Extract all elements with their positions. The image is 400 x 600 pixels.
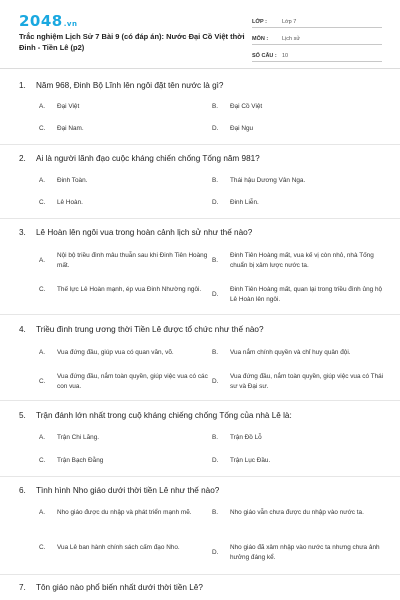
option-1a[interactable]: A. Đại Việt: [39, 103, 80, 110]
option-3a[interactable]: A. Nội bộ triều đình mâu thuẫn sau khi Đinh Tiên Hoàng mất.: [39, 252, 208, 269]
meta-label: SỐ CÂU :: [252, 53, 277, 59]
question-2: [19, 154, 385, 166]
question-text: 4. Triều đình trung ương thời Tiền Lê được tổ chức như thế nào?: [19, 325, 264, 334]
meta-row-class: [252, 14, 382, 28]
separator: [0, 574, 400, 575]
question-4: [19, 325, 385, 337]
question-text: 1. Năm 968, Đinh Bộ Lĩnh lên ngôi đặt tên nước là gì?: [19, 81, 224, 90]
question-5: [19, 411, 385, 423]
page-header: [0, 0, 400, 62]
meta-row-subject: [252, 31, 382, 45]
option-2d[interactable]: D. Đinh Liễn.: [212, 199, 259, 206]
option-5b[interactable]: B. Trận Đồ Lỗ: [212, 434, 262, 441]
option-6b[interactable]: B. Nho giáo vẫn chưa được du nhập vào nước ta.: [212, 509, 364, 516]
question-text: 5. Trận đánh lớn nhất trong cuộ kháng chiếng chống Tống của nhà Lê là:: [19, 411, 292, 420]
option-4d[interactable]: D. Vua đứng đầu, nắm toàn quyền, giúp việc vua có Thái sư và Đại sư.: [212, 373, 384, 390]
option-5c[interactable]: C. Trận Bạch Đằng: [39, 457, 104, 464]
meta-value: Lớp 7: [282, 19, 297, 25]
question-text: 7. Tôn giáo nào phổ biến nhất dưới thời tiền Lê?: [19, 583, 203, 592]
separator: [0, 218, 400, 219]
meta-value: Lịch sử: [282, 36, 301, 42]
option-1d[interactable]: D. Đại Ngu: [212, 125, 254, 132]
option-5d[interactable]: D. Trận Lục Đầu.: [212, 457, 271, 464]
option-1b[interactable]: B. Đại Cồ Việt: [212, 103, 263, 110]
option-3c[interactable]: C. Thế lực Lê Hoàn mạnh, ép vua Đinh Nhường ngôi.: [39, 286, 202, 293]
meta-info: [252, 14, 382, 65]
separator: [0, 400, 400, 401]
separator: [0, 476, 400, 477]
separator: [0, 314, 400, 315]
meta-value: 10: [282, 53, 289, 59]
option-5a[interactable]: A. Trận Chi Lăng.: [39, 434, 100, 441]
question-3: [19, 228, 385, 240]
site-logo[interactable]: 2048.vn: [19, 12, 78, 30]
option-3b[interactable]: B. Đinh Tiên Hoàng mất, vua kế vị còn nhỏ, nhà Tống chuẩn bị xâm lược nước ta.: [212, 252, 374, 269]
meta-row-count: [252, 48, 382, 62]
question-7: [19, 583, 385, 595]
option-2b[interactable]: B. Thái hậu Dương Vân Nga.: [212, 177, 306, 184]
option-2a[interactable]: A. Đinh Toàn.: [39, 177, 88, 184]
meta-label: MÔN :: [252, 36, 269, 42]
separator: [0, 144, 400, 145]
header-divider: [0, 68, 400, 69]
option-6c[interactable]: C. Vua Lê ban hành chính sách cấm đạo Nho.: [39, 544, 180, 551]
option-2c[interactable]: C. Lê Hoàn.: [39, 199, 83, 206]
option-1c[interactable]: C. Đại Nam.: [39, 125, 84, 132]
question-text: 3. Lê Hoàn lên ngôi vua trong hoàn cảnh lịch sử như thế nào?: [19, 228, 253, 237]
option-4a[interactable]: A. Vua đứng đầu, giúp vua có quan văn, võ.: [39, 349, 174, 356]
option-4c[interactable]: C. Vua đứng đầu, nắm toàn quyền, giúp việc vua có các con vua.: [39, 373, 208, 390]
question-text: 2. Ai là người lãnh đạo cuộc kháng chiến chống Tống năm 981?: [19, 154, 260, 163]
question-6: [19, 486, 385, 498]
option-6a[interactable]: A. Nho giáo được du nhập và phát triển mạnh mẽ.: [39, 509, 192, 516]
question-text: 6. Tình hình Nho giáo dưới thời tiền Lê như thế nào?: [19, 486, 220, 495]
meta-label: LỚP :: [252, 19, 267, 25]
option-4b[interactable]: B. Vua nắm chính quyền và chỉ huy quân đội.: [212, 349, 351, 356]
option-6d[interactable]: D. Nho giáo đã xâm nhập vào nước ta nhưng chưa ảnh hưởng đáng kể.: [212, 544, 380, 561]
page-title: Trắc nghiệm Lịch Sử 7 Bài 9 (có đáp án): Nước Đại Cồ Việt thời Đinh - Tiền Lê (p2): [19, 32, 245, 52]
question-1: [19, 81, 385, 93]
option-3d[interactable]: D. Đinh Tiên Hoàng mất, quan lại trong triều đình ủng hộ Lê Hoàn lên ngôi.: [212, 286, 383, 303]
